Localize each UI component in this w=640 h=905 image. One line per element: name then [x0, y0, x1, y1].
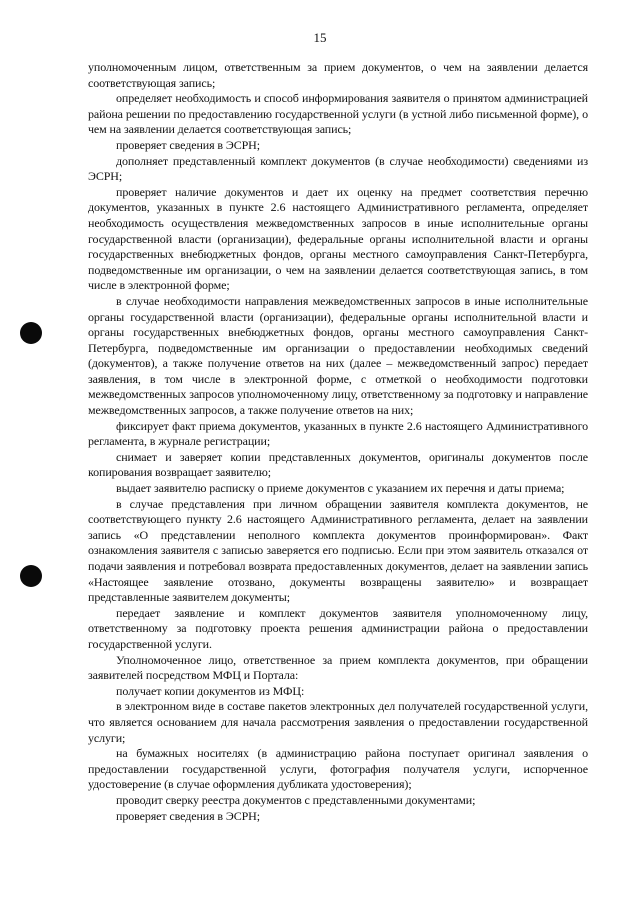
paragraph: в случае представления при личном обращении заявителя комплекта документов, не соответствующего пункту 2.6 настоящего Административного регламента, делает на заявлении запись «О представлении неполного комплекта документов проинформирован». Факт ознакомления заявителя с записью заверяется его подписью. Если при этом заявитель отказался от подачи заявления и потребовал возврата предоставленных документов, делает на заявлении запись «Настоящее заявление отозвано, документы возвращены заявителю» и возвращает представленные заявителем документы; — [88, 496, 588, 605]
page-number: 15 — [313, 30, 327, 45]
paragraph: снимает и заверяет копии представленных документов, оригиналы документов после копирования возвращает заявителю; — [88, 449, 588, 480]
paragraph: уполномоченным лицом, ответственным за прием документов, о чем на заявлении делается соответствующая запись; — [88, 60, 588, 90]
paragraph: в случае необходимости направления межведомственных запросов в иные исполнительные органы государственной власти (организации), федеральные органы исполнительной власти и органы государственных внебюджетных фондов, органы местного самоуправления Санкт-Петербурга, подведомственные им организации о предоставлении необходимых сведений (документов), а также получение ответов на них (далее – межведомственный запрос) передает заявления, в том числе в электронной форме, с отметкой о необходимости подготовки межведомственных запросов уполномоченному лицу, ответственному за подготовку и направление межведомственных запросов, а также получение ответов на них; — [88, 293, 588, 418]
paragraph: проводит сверку реестра документов с представленными документами; — [116, 792, 476, 807]
paragraph: фиксирует факт приема документов, указанных в пункте 2.6 настоящего Административного регламента, в журнале регистрации; — [88, 418, 588, 449]
paragraph: проверяет наличие документов и дает их оценку на предмет соответствия перечню документов, указанных в пункте 2.6 настоящего Административного регламента, определяет необходимость осуществления межведомственных запросов в иные исполнительные органы государственной власти (организации), федеральные органы исполнительной власти и органы государственных внебюджетных фондов, органы местного самоуправления Санкт-Петербурга, подведомственные им организации, о чем на заявлении делается соответствующая запись, в том числе в электронной форме; — [88, 184, 588, 293]
paragraph: проверяет сведения в ЭСРН; — [116, 808, 260, 823]
paragraph: на бумажных носителях (в администрацию района поступает оригинал заявления о предоставлении государственной услуги, фотография получателя услуги, испорченное удостоверение (в случае оформления дубликата удостоверения); — [88, 746, 588, 792]
paragraph: передает заявление и комплект документов заявителя уполномоченному лицу, ответственному за подготовку проекта решения администрации района о предоставлении государственной услуги. — [88, 605, 588, 651]
paragraph: выдает заявителю расписку о приеме документов с указанием их перечня и даты приема; — [116, 481, 565, 496]
paragraph: Уполномоченное лицо, ответственное за прием комплекта документов, при обращении заявителей посредством МФЦ и Портала: — [88, 652, 588, 683]
document-body — [88, 60, 588, 824]
paragraph: получает копии документов из МФЦ: — [116, 683, 305, 698]
punch-hole-mark — [20, 322, 42, 344]
punch-hole-mark — [20, 565, 42, 587]
paragraph: дополняет представленный комплект документов (в случае необходимости) сведениями из ЭСРН; — [88, 153, 588, 184]
paragraph: определяет необходимость и способ информирования заявителя о принятом администрацией района решении по предоставлению государственной услуги (в устной либо письменной форме), о чем на заявлении делается соответствующая запись; — [88, 91, 588, 137]
paragraph: проверяет сведения в ЭСРН; — [116, 137, 260, 152]
paragraph: в электронном виде в составе пакетов электронных дел получателей государственной услуги, что является основанием для начала рассмотрения заявления о предоставлении государственной услуги; — [88, 699, 588, 745]
